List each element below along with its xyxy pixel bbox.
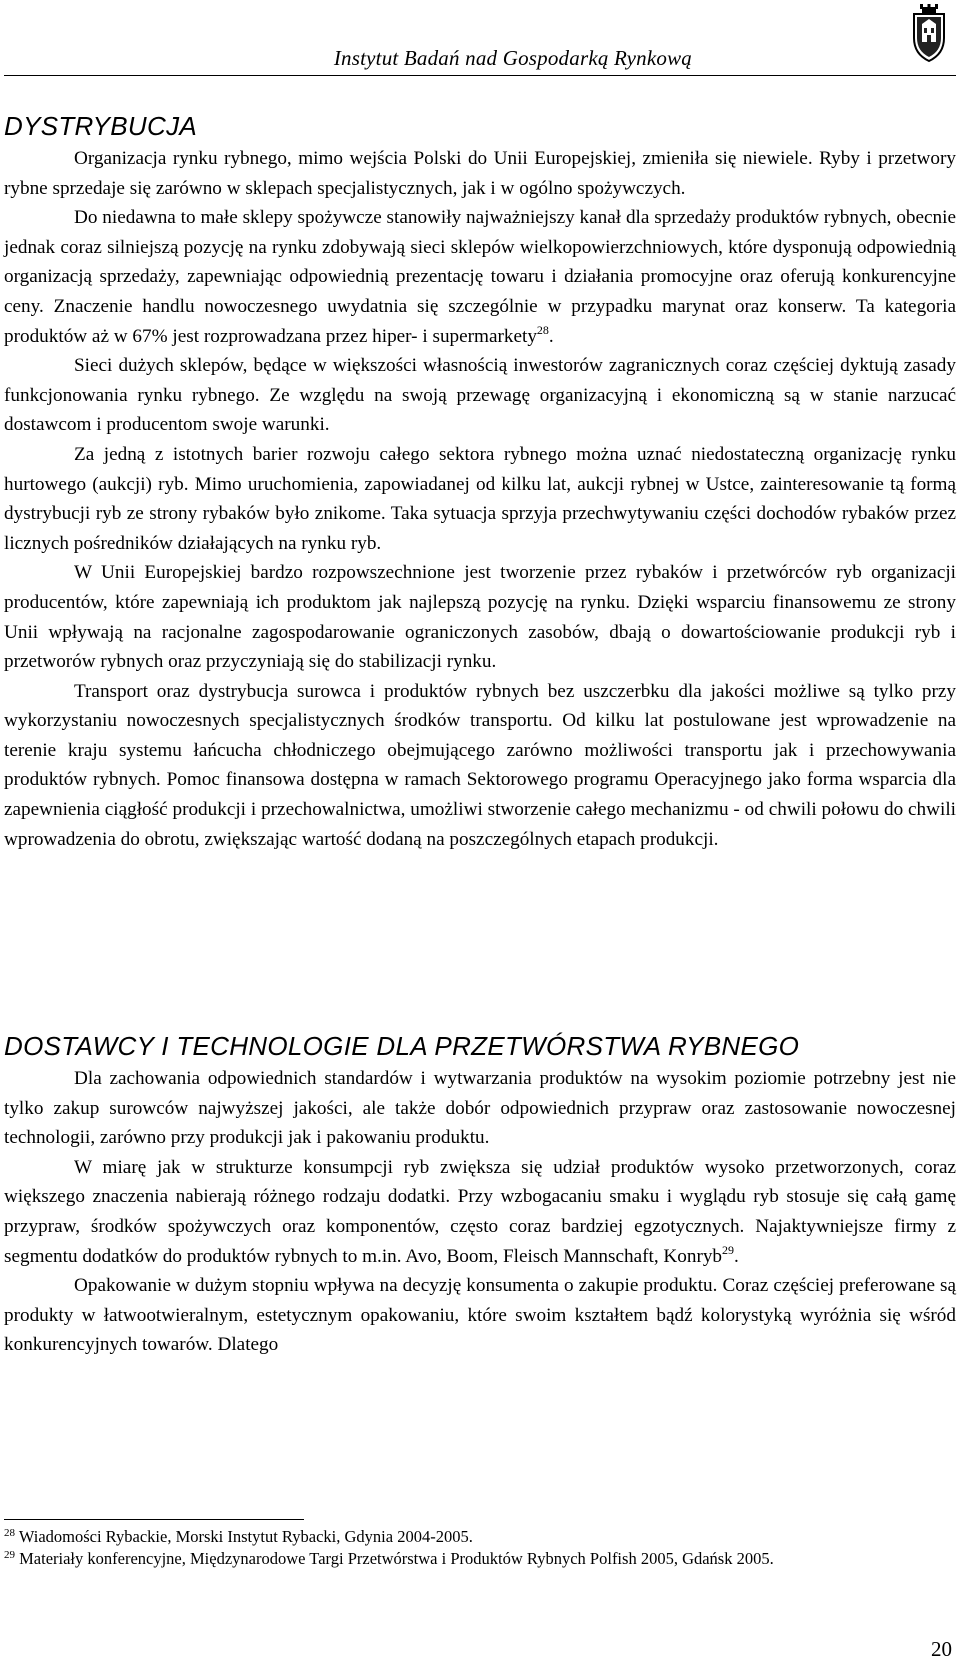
header-institute-name: Instytut Badań nad Gospodarką Rynkową [333, 46, 692, 70]
header-divider [4, 75, 956, 76]
paragraph: W Unii Europejskiej bardzo rozpowszechnione jest tworzenie przez rybaków i przetwórców ryb organizacji producentów, które zapewniają ich produktom jak najlepszą pozycję na rynku. Dzięki wsparciu finansowemu ze strony Unii wpływają na racjonalne zagospodarowanie ograniczonych zasobów, dbają o dowartościowanie produkcji ryb i przetworów rybnych oraz przyczyniają się do stabilizacji rynku. [4, 562, 956, 673]
footnote-ref-29[interactable]: 29 [722, 1242, 735, 1257]
footnotes [4, 1526, 954, 1570]
section-heading-suppliers: DOSTAWCY I TECHNOLOGIE DLA PRZETWÓRSTWA RYBNEGO [4, 1031, 800, 1061]
section-distribution [4, 110, 956, 854]
institute-crest-icon [908, 4, 950, 64]
page-header [0, 0, 960, 70]
footnote-ref-28[interactable]: 28 [536, 322, 549, 337]
paragraph: Opakowanie w dużym stopniu wpływa na decyzję konsumenta o zakupie produktu. Coraz częściej preferowane są produkty w łatwootwieralnym, estetycznym opakowaniu, które swoim kształtem bądź kolorystyką wyróżnia się wśród konkurencyjnych towarów. Dlatego [4, 1275, 956, 1356]
paragraph: Do niedawna to małe sklepy spożywcze stanowiły najważniejszy kanał dla sprzedaży produktów rybnych, obecnie jednak coraz silniejszą pozycję na rynku zdobywają sieci sklepów wielkopowierzchniowych, które dysponują odpowiednią organizacją sprzedaży, zapewniając odpowiednią prezentację towaru i działania promocyjne oraz oferują konkurencyjne ceny. Znaczenie handlu nowoczesnego uwydatnia się szczególnie w przypadku marynat oraz konserw. Ta kategoria produktów aż w 67% jest rozprowadzana przez hiper- i supermarkety$^{28}$. [4, 207, 956, 347]
paragraph: W miarę jak w strukturze konsumpcji ryb zwiększa się udział produktów wysoko przetworzonych, coraz większego znaczenia nabierają różnego rodzaju dodatki. Przy wzbogacaniu smaku i wyglądu ryb stosuje się całą gamę przypraw, środków spożywczych oraz komponentów, często coraz bardziej egzotycznych. Najaktywniejsze firmy z segmentu dodatków do produktów rybnych to m.in. Avo, Boom, Fleisch Mannschaft, Konryb$^{29}$. [4, 1156, 956, 1267]
page-number: 20 [931, 1637, 952, 1661]
section-heading-distribution: DYSTRYBUCJA [4, 111, 198, 141]
section-suppliers [4, 1030, 956, 1360]
footnote-divider [4, 1519, 304, 1520]
paragraph: Transport oraz dystrybucja surowca i produktów rybnych bez uszczerbku dla jakości możliwe są tylko przy wykorzystaniu nowoczesnych specjalistycznych środków transportu. Od kilku lat postulowane jest wprowadzenie na terenie kraju systemu łańcucha chłodniczego obejmującego zarówno możliwości transportu jak i przechowywania produktów rybnych. Pomoc finansowa dostępna w ramach Sektorowego programu Operacyjnego jako forma wsparcia dla zapewnienia ciągłość produkcji i przechowalnictwa, umożliwi stworzenie całego mechanizmu - od chwili połowu do chwili wprowadzenia do obrotu, zwiększając wartość dodaną na poszczególnych etapach produkcji. [4, 680, 956, 850]
footnote-28: $^{28}$ Wiadomości Rybackie, Morski Instytut Rybacki, Gdynia 2004-2005. [4, 1527, 473, 1546]
footnote-29: $^{29}$ Materiały konferencyjne, Międzynarodowe Targi Przetwórstwa i Produktów Rybnych Polfish 2005, Gdańsk 2005. [4, 1549, 774, 1568]
paragraph: Sieci dużych sklepów, będące w większości własnością inwestorów zagranicznych coraz częściej dyktują zasady funkcjonowania rynku rybnego. Ze względu na swoją przewagę organizacyjną i ekonomiczną są w stanie narzucać dostawcom i producentom swoje warunki. [4, 355, 956, 436]
paragraph: Dla zachowania odpowiednich standardów i wytwarzania produktów na wysokim poziomie potrzebny jest nie tylko zakup surowców najwyższej jakości, ale także dobór odpowiednich przypraw oraz zastosowanie nowoczesnej technologii, zarówno przy produkcji jak i pakowaniu produktu. [4, 1068, 956, 1149]
paragraph: Organizacja rynku rybnego, mimo wejścia Polski do Unii Europejskiej, zmieniła się niewiele. Ryby i przetwory rybne sprzedaje się zarówno w sklepach specjalistycznych, jak i w ogólno spożywczych. [4, 148, 956, 199]
paragraph: Za jedną z istotnych barier rozwoju całego sektora rybnego można uznać niedostateczną organizację rynku hurtowego (aukcji) ryb. Mimo uruchomienia, zapowiadanej od kilku lat, aukcji rybnej w Ustce, zainteresowanie tą formą dystrybucji ryb ze strony rybaków było znikome. Taka sytuacja sprzyja przechwytywaniu części dochodów rybaków przez licznych pośredników działających na rynku ryb. [4, 443, 956, 554]
